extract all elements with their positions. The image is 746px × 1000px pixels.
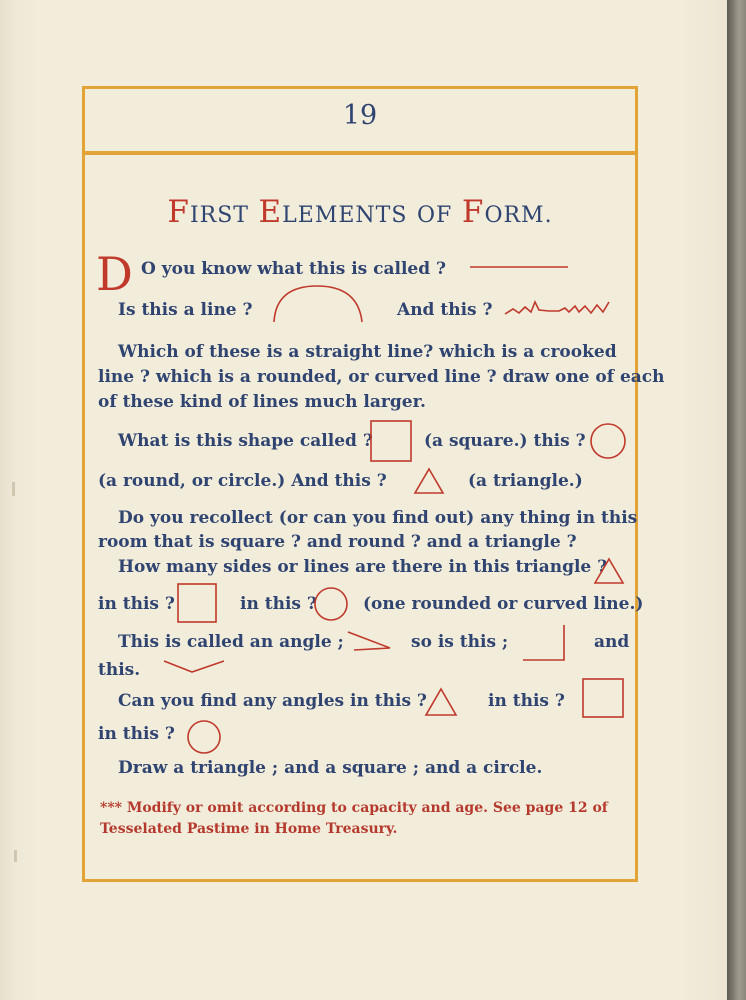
- footnote: [100, 798, 630, 840]
- title-word: ORM.: [484, 203, 553, 228]
- text-line: Do you recollect (or can you find out) any thing in this: [118, 508, 638, 528]
- triangle-figure: [425, 688, 457, 716]
- text-line: (one rounded or curved line.): [363, 594, 644, 614]
- title-capital: F: [461, 194, 485, 230]
- text-line: in this ?: [240, 594, 317, 614]
- right-angle-figure: [522, 624, 566, 662]
- text-line: and: [594, 632, 630, 652]
- triangle-figure: [594, 558, 624, 584]
- text-line: (a round, or circle.) And this ?: [98, 471, 387, 491]
- triangle-figure: [414, 468, 444, 494]
- angle-figure: [346, 630, 392, 652]
- text-line: (a triangle.): [468, 471, 583, 491]
- title-word: LEMENTS: [282, 203, 408, 228]
- text-line: What is this shape called ?: [118, 431, 373, 451]
- text-line: this.: [98, 660, 141, 680]
- square-figure: [177, 583, 217, 623]
- text-line: Can you find any angles in this ?: [118, 691, 427, 711]
- circle-figure: [589, 422, 627, 460]
- title-word: IRST: [189, 203, 249, 228]
- title-capital: E: [258, 194, 283, 230]
- text-line: And this ?: [397, 300, 493, 320]
- gutter-mark: [14, 850, 17, 862]
- text-line: O you know what this is called ?: [141, 259, 447, 279]
- circle-figure: [186, 719, 222, 755]
- title-capital: F: [167, 194, 190, 230]
- text-line: Is this a line ?: [118, 300, 253, 320]
- page-edge: [727, 0, 746, 1000]
- text-line: (a square.) this ?: [424, 431, 586, 451]
- text-line: line ? which is a rounded, or curved line ? draw one of each: [98, 367, 665, 387]
- text-line: room that is square ? and round ? and a triangle ?: [98, 532, 577, 552]
- text-line: This is called an angle ;: [118, 632, 344, 652]
- straight-line-figure: [470, 266, 570, 270]
- page-title: [82, 194, 638, 230]
- title-word: OF: [417, 203, 453, 228]
- text-line: Which of these is a straight line? which is a crooked: [118, 342, 617, 362]
- text-line: of these kind of lines much larger.: [98, 392, 426, 412]
- text-line: in this ?: [98, 724, 175, 744]
- drop-cap: D: [96, 247, 133, 301]
- square-figure: [582, 678, 624, 718]
- footnote-line: *** Modify or omit according to capacity and age. See page 12 of: [100, 800, 608, 816]
- text-line: in this ?: [98, 594, 175, 614]
- footnote-line: Tesselated Pastime in Home Treasury.: [100, 821, 398, 837]
- gutter-mark: [12, 482, 15, 496]
- text-line: How many sides or lines are there in this triangle ?: [118, 557, 608, 577]
- zigzag-line-figure: [505, 296, 613, 320]
- arc-figure: [270, 284, 366, 324]
- page-number: 19: [342, 100, 378, 131]
- text-line: so is this ;: [411, 632, 509, 652]
- circle-figure: [313, 586, 349, 622]
- header-rule: [82, 151, 638, 155]
- square-figure: [370, 420, 412, 462]
- open-angle-figure: [162, 658, 226, 676]
- text-line: Draw a triangle ; and a square ; and a circle.: [118, 758, 543, 778]
- text-line: in this ?: [488, 691, 565, 711]
